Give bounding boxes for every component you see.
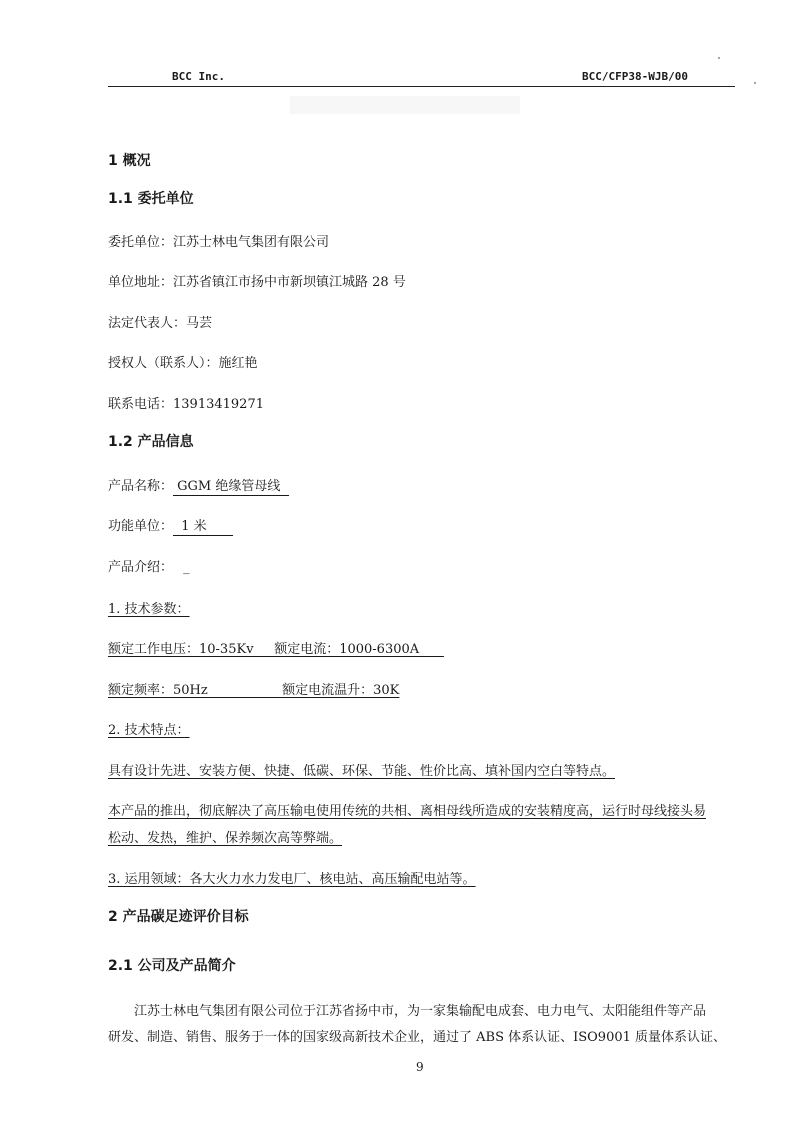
features-line-2b: 松动、发热，维护、保养频次高等弊端。 [108, 831, 343, 846]
features-line-1: 具有设计先进、安装方便、快捷、低碳、环保、节能、性价比高、填补国内空白等特点。 [108, 764, 616, 779]
client-line: 委托单位：江苏士林电气集团有限公司 [108, 235, 330, 250]
bleed-through-mark [290, 96, 520, 114]
product-intro-value: _ [183, 560, 190, 575]
address-line: 单位地址：江苏省镇江市扬中市新坝镇江城路 28 号 [108, 275, 406, 290]
intro-paragraph-line-1: 江苏士林电气集团有限公司位于江苏省扬中市，为一家集输配电成套、电力电气、太阳能组件等产品 [134, 1004, 707, 1019]
scan-speck [754, 82, 756, 84]
legal-rep-line: 法定代表人：马芸 [108, 316, 213, 331]
phone-line: 联系电话：13913419271 [108, 397, 264, 412]
section-2-1-title: 2.1 公司及产品简介 [108, 958, 236, 974]
product-name-label: 产品名称： [108, 479, 174, 494]
rated-frequency-temp-line: 额定频率：50Hz 额定电流温升：30K [108, 683, 400, 698]
functional-unit-line [108, 515, 233, 536]
header-rule [108, 86, 735, 87]
functional-unit-value: 1 米 [173, 515, 233, 536]
product-name-line [108, 475, 289, 496]
section-1-title: 1 概况 [108, 153, 151, 169]
section-1-1-title: 1.1 委托单位 [108, 191, 194, 207]
header-company: BCC Inc. [172, 70, 225, 83]
intro-paragraph-line-2: 研发、制造、销售、服务于一体的国家级高新技术企业，通过了 ABS 体系认证、ISO9001 质量体系认证、 [108, 1030, 727, 1045]
application-line: 3. 运用领域：各大火力水力发电厂、核电站、高压输配电站等。 [108, 872, 476, 887]
scan-speck [718, 57, 720, 59]
section-1-2-title: 1.2 产品信息 [108, 434, 194, 450]
section-2-title: 2 产品碳足迹评价目标 [108, 909, 249, 925]
functional-unit-label: 功能单位： [108, 519, 174, 534]
product-intro-label: 产品介绍： [108, 560, 174, 575]
product-intro-line [108, 556, 190, 575]
features-line-2a: 本产品的推出，彻底解决了高压输电使用传统的共相、离相母线所造成的安装精度高，运行时母线接头易 [108, 804, 707, 819]
rated-voltage-current-line: 额定工作电压：10-35Kv 额定电流：1000-6300A [108, 642, 444, 657]
contact-line: 授权人（联系人）：施红艳 [108, 356, 258, 371]
header-doc-id: BCC/CFP38-WJB/00 [582, 70, 688, 83]
tech-features-title: 2. 技术特点： [108, 723, 190, 738]
tech-params-title: 1. 技术参数： [108, 602, 190, 617]
page-number: 9 [416, 1060, 424, 1074]
product-name-value: GGM 绝缘管母线 [173, 475, 289, 496]
